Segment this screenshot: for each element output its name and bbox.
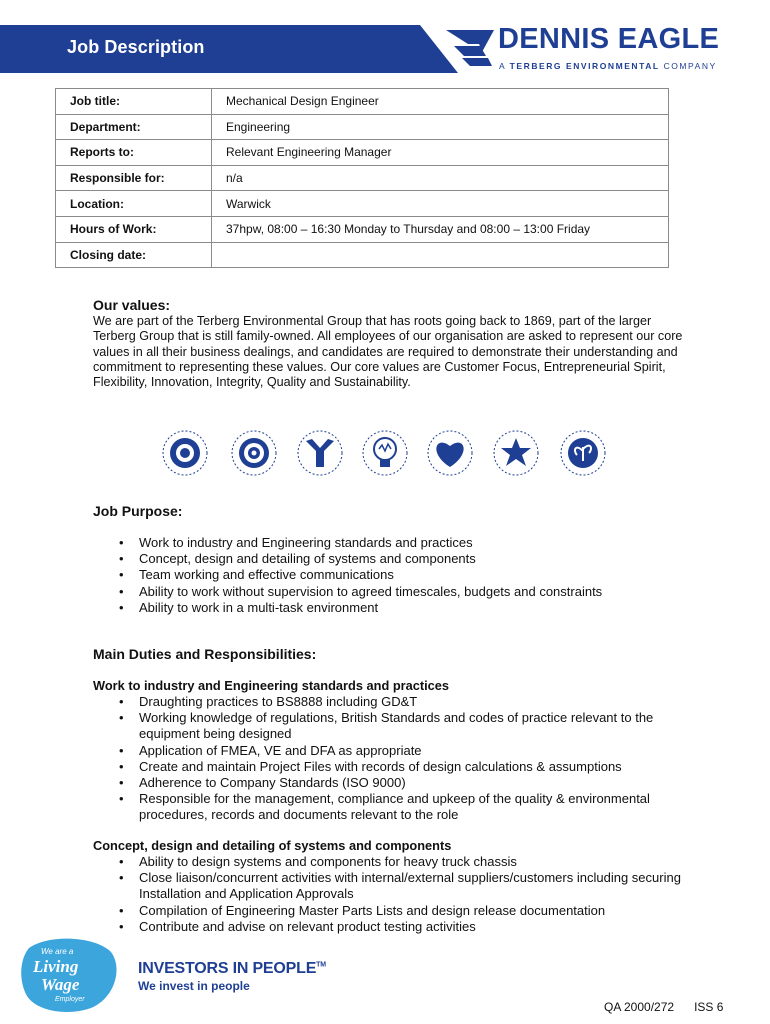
company-name: DENNIS EAGLE — [498, 23, 720, 55]
lightbulb-icon — [363, 431, 407, 475]
values-heading: Our values: — [93, 297, 171, 313]
doc-ref: QA 2000/272 — [604, 1000, 675, 1014]
issue-number: ISS 6 — [694, 1000, 724, 1014]
target-icon — [232, 431, 276, 475]
duty-group-title: Concept, design and detailing of systems and components — [93, 838, 452, 853]
list-item: • Work to industry and Engineering standards and practices — [119, 535, 689, 551]
arrows-icon — [298, 431, 342, 475]
job-purpose-heading: Job Purpose: — [93, 503, 183, 519]
info-value — [212, 242, 669, 268]
info-value: n/a — [212, 165, 669, 191]
list-item: • Concept, design and detailing of systems and components — [119, 551, 689, 567]
job-purpose-list — [119, 535, 689, 616]
heart-icon — [428, 431, 472, 475]
core-values-icons — [160, 422, 610, 484]
info-row — [56, 140, 669, 166]
svg-text:Employer: Employer — [55, 996, 85, 1003]
list-item: • Ability to work without supervision to agreed timescales, budgets and constraints — [119, 584, 689, 600]
living-wage-logo — [19, 938, 123, 1014]
info-row — [56, 216, 669, 242]
list-item: • Create and maintain Project Files with records of design calculations & assumptions — [119, 759, 679, 775]
svg-text:Living: Living — [33, 957, 79, 976]
company-tagline: A TERBERG ENVIRONMENTAL COMPANY — [499, 61, 717, 71]
list-item: • Draughting practices to BS8888 including GD&T — [119, 694, 679, 710]
list-item: • Close liaison/concurrent activities with internal/external suppliers/customers including securing Installation and Application Approvals — [119, 870, 694, 902]
list-item: • Responsible for the management, compliance and upkeep of the quality & environmental procedures, records and documents relevant to the role — [119, 791, 679, 823]
info-label: Responsible for: — [56, 165, 212, 191]
duty-group-list — [119, 854, 694, 935]
info-value: Mechanical Design Engineer — [212, 89, 669, 115]
info-label: Department: — [56, 114, 212, 140]
info-row — [56, 165, 669, 191]
list-item: • Compilation of Engineering Master Parts Lists and design release documentation — [119, 903, 694, 919]
list-item: • Working knowledge of regulations, British Standards and codes of practice relevant to the equipment being designed — [119, 710, 679, 742]
info-row — [56, 242, 669, 268]
document-reference — [604, 1000, 723, 1014]
info-row — [56, 89, 669, 115]
list-item: • Team working and effective communications — [119, 567, 689, 583]
info-label: Closing date: — [56, 242, 212, 268]
eye-person-icon — [163, 431, 207, 475]
duties-heading: Main Duties and Responsibilities: — [93, 646, 317, 662]
list-item: • Contribute and advise on relevant product testing activities — [119, 919, 694, 935]
page-title: Job Description — [67, 37, 205, 57]
info-row — [56, 191, 669, 217]
job-info-table — [55, 88, 669, 268]
list-item: • Adherence to Company Standards (ISO 9000) — [119, 775, 679, 791]
info-value: Relevant Engineering Manager — [212, 140, 669, 166]
list-item: • Ability to design systems and components for heavy truck chassis — [119, 854, 694, 870]
svg-text:We are a: We are a — [41, 947, 74, 956]
values-paragraph: We are part of the Terberg Environmental Group that has roots going back to 1869, part of the larger Terberg Group that is still family-owned. All employees of our organisation are asked to represent our core values in all their business dealings, and candidates are required to demonstrate their understanding and commitment to representing these values. Our core values are Customer Focus, Entrepreneurial Spirit, Flexibility, Innovation, Integrity, Quality and Sustainability. — [93, 314, 683, 390]
list-item: • Ability to work in a multi-task environment — [119, 600, 689, 616]
investors-in-people-logo: INVESTORS IN PEOPLE™ We invest in people — [138, 960, 326, 993]
svg-text:Wage: Wage — [41, 975, 80, 994]
info-value: 37hpw, 08:00 – 16:30 Monday to Thursday and 08:00 – 13:00 Friday — [212, 216, 669, 242]
info-label: Location: — [56, 191, 212, 217]
info-value: Warwick — [212, 191, 669, 217]
star-icon — [494, 431, 538, 475]
duty-group-title: Work to industry and Engineering standards and practices — [93, 678, 450, 693]
info-row — [56, 114, 669, 140]
duty-group-list — [119, 694, 679, 824]
list-item: • Application of FMEA, VE and DFA as appropriate — [119, 743, 679, 759]
info-label: Hours of Work: — [56, 216, 212, 242]
info-label: Reports to: — [56, 140, 212, 166]
info-value: Engineering — [212, 114, 669, 140]
info-label: Job title: — [56, 89, 212, 115]
eagle-logo-icon — [444, 26, 496, 74]
leaf-icon — [561, 431, 605, 475]
